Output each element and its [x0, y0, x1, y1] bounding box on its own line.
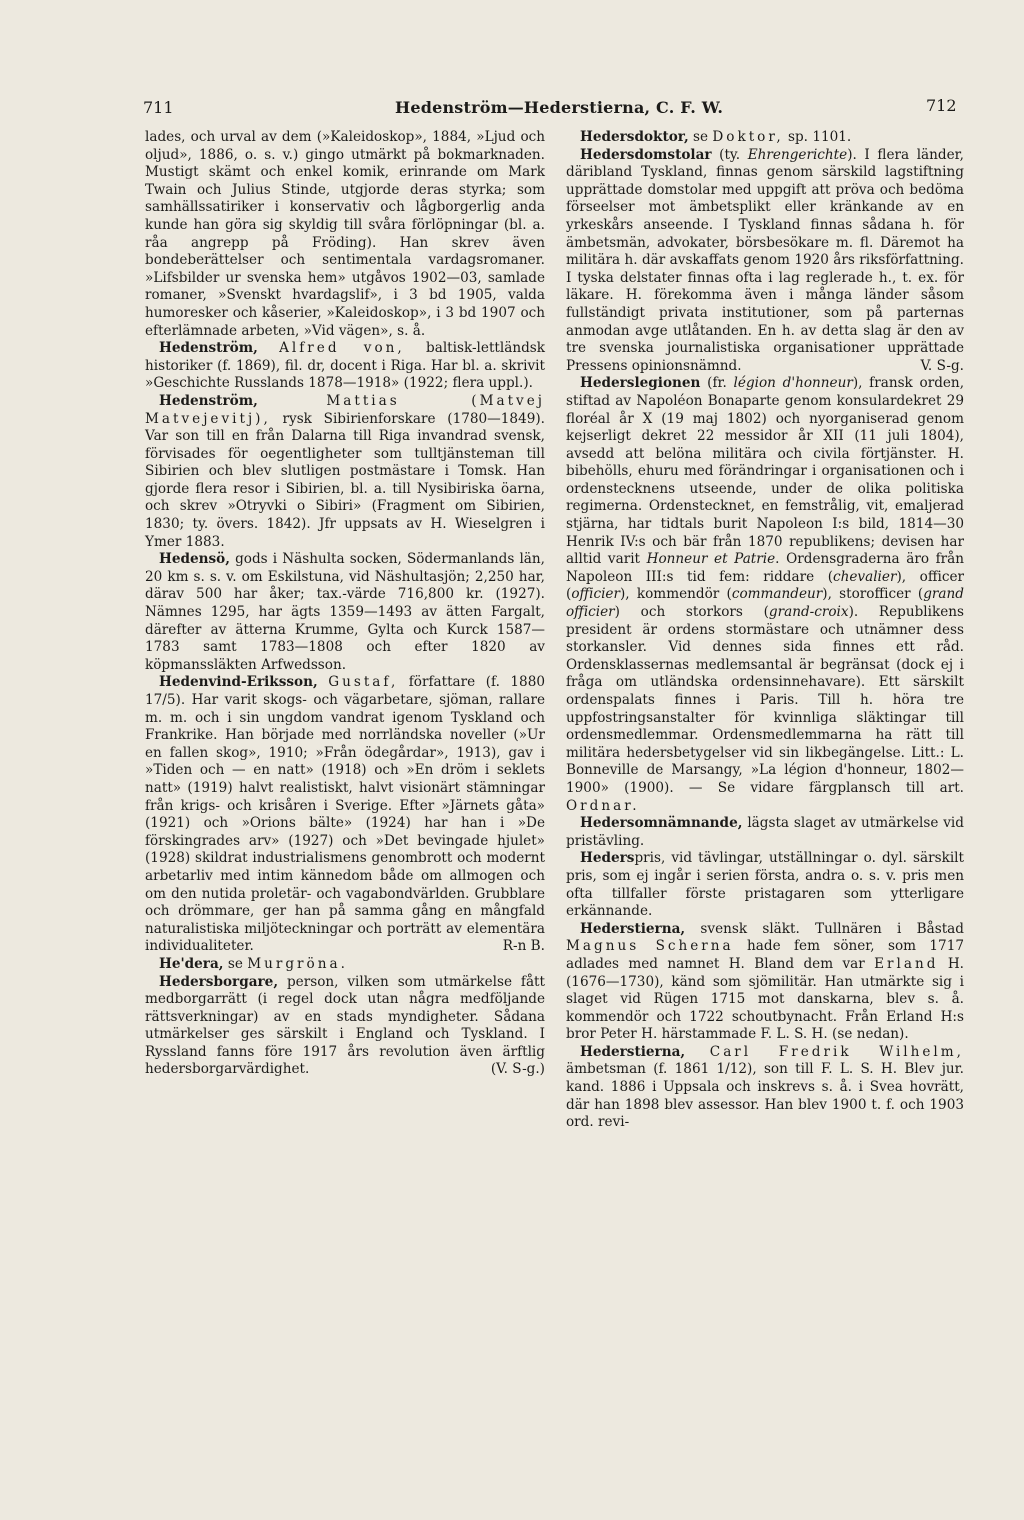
entry-headword: Heders — [580, 850, 635, 867]
entry-spaced-name: Erland — [874, 955, 939, 972]
running-header — [0, 98, 1024, 122]
entry-hedera — [145, 956, 545, 974]
entry-text: H. (1676—1730), känd som sjömilitär. Han utmärkte sig i slaget vid Rügen 1715 mot danskarna, blev s. å. kommendör och 1722 schoutbynacht. Från Erland H:s bror Peter H. härstammade F. L. S. H. (se nedan). — [566, 955, 965, 1043]
entry-spaced-name: Alfred von, — [279, 340, 405, 357]
entry-text: ämbetsman (f. 1861 1/12), son till F. L. S. H. Blev jur. kand. 1886 i Uppsala och inskrevs s. å. i Svea hovrätt, där han 1898 blev assessor. Han blev 1900 t. f. och 1903 ord. revi- — [566, 1061, 964, 1131]
entry-hedenso — [145, 551, 545, 674]
entry-text: ). Republikens president är ordens stormästare och utnämner dess storkansler. Vid dennes sida finnes ett råd. Ordensklassernas medlemsantal är begränsat (dock ej i fråga om utländska ordensinnehavare). Ett särskilt ordenspalats finnes i Paris. Till h. höra tre uppfostringsanstalter för kvinnliga släktingar till ordensmedlemmar. Ordensmedlemmarna ha rätt till militära hedersbetygelser vid sin likbegängelse. Litt.: L. Bonneville de Marsangy, »La légion d'honneur, 1802—1900» (1900). — Se vidare färgplansch till art. — [566, 604, 965, 796]
cross-reference: Ordnar. — [566, 797, 640, 814]
entry-hederstierna-slakt — [566, 921, 964, 1044]
entry-italic: Ehrengerichte — [747, 146, 848, 163]
entry-hederstierna-carl — [566, 1044, 964, 1132]
entry-text: författare (f. 1880 17/5). Har varit skogs- och vägarbetare, sjöman, rallare m. m. och i sin ungdom vandrat igenom Tyskland och Frankrike. Han började med norrländska noveller (»Ur en fallen skog», 1910; »Från ödegårdar», 1913), gav i »Tiden och — en natt» (1918) och »En dröm i seklets natt» (1919) halvt realistiskt, halvt visionärt stämningar från krigs- och krisåren i Sverige. Efter »Järnets gåta» (1921) och »Orions bälte» (1924) har han i »De förskingrades arv» (1927) och »Det bevingade hjulet» (1928) skildrat industrialismens genombrott och modernt arbetarliv med intim kännedom både om allmogen och om den nutida proletär- och vagabondvärlden. Grubblare och drömmare, ger han på samma gång en mångfald naturalistiska miljöteckningar och porträtt av elementära individualiteter. — [145, 674, 545, 955]
entry-italic: commandeur — [731, 586, 823, 603]
entry-headword: He'dera, — [159, 955, 224, 972]
entry-hederslegionen — [566, 375, 964, 815]
entry-italic: légion d'honneur — [733, 375, 853, 392]
left-column — [145, 129, 545, 1079]
entry-headword: Hedenström, — [159, 392, 258, 409]
entry-text: rysk Sibirienforskare (1780—1849). Var son till en från Dalarna till Riga invandrad svensk, förvisades för oegentligheter som tulltjänsteman till Sibirien och blev slutligen postmästare i Tomsk. Han gjorde flera resor i Sibirien, bl. a. till Nysibiriska öarna, och skrev »Otryvki o Sibiri» (Fragment om Sibirien, 1830; ty. övers. 1842). Jfr uppsats av H. Wieselgren i Ymer 1883. — [145, 410, 545, 550]
entry-text: person, vilken som utmärkelse fått medborgarrätt (i regel dock utan några medföljande rättsverkningar) av en stads myndigheter. Sådana utmärkelser ges särskilt i England och Tyskland. I Ryssland fanns före 1917 års revolution även ärftlig hedersborgarvärdighet. — [145, 973, 545, 1078]
entry-text: svensk släkt. Tullnären i Båstad — [685, 920, 964, 937]
entry-spaced-name: Magnus Scherna — [566, 938, 734, 955]
entry-italic: Honneur et Patrie — [646, 551, 776, 568]
entry-hedenstrom-alfred — [145, 340, 545, 393]
entry-italic: grand-croix — [768, 604, 849, 621]
entry-text: ), storofficer ( — [822, 586, 924, 603]
entry-text: gods i Näshulta socken, Södermanlands län, 20 km s. s. v. om Eskilstuna, vid Näshultasjön; 2,250 har, därav 500 har åker; tax.-värde 716,800 kr. (1927). Nämnes 1295, har ägts 1359—1493 av ätten Fargalt, därefter av ätterna Krumme, Gylta och Kurck 1587—1783 samt 1783—1808 och efter 1820 av köpmanssläkten Arfwedsson. — [145, 551, 545, 673]
entry-hedersomnamnande — [566, 815, 964, 850]
entry-italic: chevalier — [833, 568, 897, 585]
entry-hedenstrom-mattias — [145, 393, 545, 551]
author-signature: (V. S-g.) — [490, 1061, 545, 1078]
entry-italic: officier — [571, 586, 620, 603]
entry-text: lägsta slaget av utmärkelse vid pristävling. — [566, 815, 964, 849]
page-number-right: 712 — [926, 96, 957, 115]
entry-hedersdoktor — [566, 129, 964, 147]
entry-spaced-name: Mattias (Matvej Matvejevitj), — [145, 392, 545, 427]
page-number-left: 711 — [143, 98, 174, 117]
entry-text: ), fransk orden, stiftad av Napoléon Bonaparte genom konsulardekret 29 floréal år X (19 maj 1802) och nyorganiserad genom kejserligt dekret 22 messidor år XII (11 juli 1804), avsedd att belöna militära och civila förtjänster. H. bibehölls, ehuru med förändringar i organisationen och i ordenstecknens utseende, under de olika politiska regimerna. Ordenstecknet, en femstrålig, vit, emaljerad stjärna, har tidtals burit Napoleon I:s bild, 1814—30 Henrik IV:s och bär från 1870 republikens; devisen har alltid varit — [566, 375, 965, 568]
entry-headword: Hedersdomstolar — [580, 146, 712, 163]
entry-text: (fr. — [700, 375, 734, 392]
entry-spaced-name: Gustaf, — [328, 674, 399, 691]
entry-text: se — [223, 955, 248, 972]
entry-text: baltisk-lettländsk historiker (f. 1869), fil. dr, docent i Riga. Har bl. a. skrivit »Geschichte Russlands 1878—1918» (1922; flera uppl.). — [145, 340, 545, 392]
right-column — [566, 129, 964, 1132]
entry-text: (ty. — [711, 146, 748, 163]
entry-headword: Hedensö, — [159, 551, 230, 568]
entry-text: sp. 1101. — [783, 129, 852, 145]
entry-spaced-name: Carl Fredrik Wilhelm, — [709, 1043, 964, 1060]
entry-headword: Hedersomnämnande, — [580, 815, 743, 832]
entry-headword: Hederslegionen — [580, 375, 701, 392]
entry-hedersborgare — [145, 974, 545, 1080]
entry-text: se — [688, 129, 713, 145]
entry-text: . Ordensgraderna äro från Napoleon III:s tid fem: riddare ( — [566, 551, 964, 585]
entry-text: ), officer ( — [566, 568, 964, 603]
entry-text: pris, vid tävlingar, utställningar o. dyl. särskilt pris, som ej ingår i serien första, andra o. s. v. pris men ofta tillfaller förste pristagaren som ytterligare erkännande. — [566, 850, 964, 920]
entry-text: ), kommendör ( — [619, 586, 732, 603]
running-title: Hedenström—Hederstierna, C. F. W. — [395, 98, 724, 117]
entry-heders-pris — [566, 850, 964, 920]
cross-reference: Doktor, — [712, 129, 784, 145]
entry-continuation — [145, 129, 545, 340]
entry-text: ) och storkors ( — [614, 604, 769, 621]
entry-headword: Hederstierna, — [580, 1043, 686, 1060]
author-signature: R-n B. — [502, 938, 545, 955]
entry-italic: grand officier — [566, 586, 964, 621]
entry-headword: Hedersborgare, — [159, 973, 279, 990]
author-signature: V. S-g. — [920, 357, 964, 374]
cross-reference: Murgröna. — [247, 955, 348, 972]
entry-headword: Hederstierna, — [580, 920, 686, 937]
entry-text: lades, och urval av dem (»Kaleidoskop», 1884, »Ljud och oljud», 1886, o. s. v.) gingo utmärkt på bokmarknaden. Mustigt skämt och enkel komik, erinrande om Mark Twain och Julius Stinde, utgjorde deras styrka; som samhällssatiriker i konservativ och lågborgerlig anda kunde han göra sig skyldig till svåra förlöpningar (bl. a. råa angrepp på Fröding). Han skrev även bondeberättelser och sentimentala vardagsromaner. »Lifsbilder ur svenska hem» utgåvos 1902—03, samlade romaner, »Svenskt hvardagslif», i 3 bd 1905, valda humoresker och kåserier, »Kaleidoskop», i 3 bd 1907 och efterlämnade arbeten, »Vid vägen», s. å. — [145, 129, 545, 339]
entry-headword: Hedersdoktor, — [580, 129, 689, 145]
entry-hedenvind-eriksson — [145, 674, 545, 956]
entry-hedersdomstolar — [566, 147, 964, 376]
entry-text: hade fem söner, som 1717 adlades med namnet H. Bland dem var — [566, 938, 965, 972]
entry-headword: Hedenvind-Eriksson, — [159, 674, 318, 691]
entry-headword: Hedenström, — [159, 340, 258, 357]
entry-text: ). I flera länder, däribland Tyskland, finnas genom särskild lagstiftning upprättade domstolar med uppgift att pröva och bedöma förseelser mot ämbetsplikt eller kränkande av en yrkeskårs anseende. I Tyskland finnas sådana h. för ämbetsmän, advokater, börsbesökare m. fl. Däremot ha militära h. där avskaffats genom 1920 års riksförfattning. I tyska delstater finnas ofta i lag reglerade h., t. ex. för läkare. H. förekomma även i många länder såsom fullständigt privata institutioner, som på parternas anmodan avge utlåtanden. En h. av detta slag är den av tre svenska journalistiska organisationer upprättade Pressens opinionsnämnd. — [566, 146, 964, 374]
